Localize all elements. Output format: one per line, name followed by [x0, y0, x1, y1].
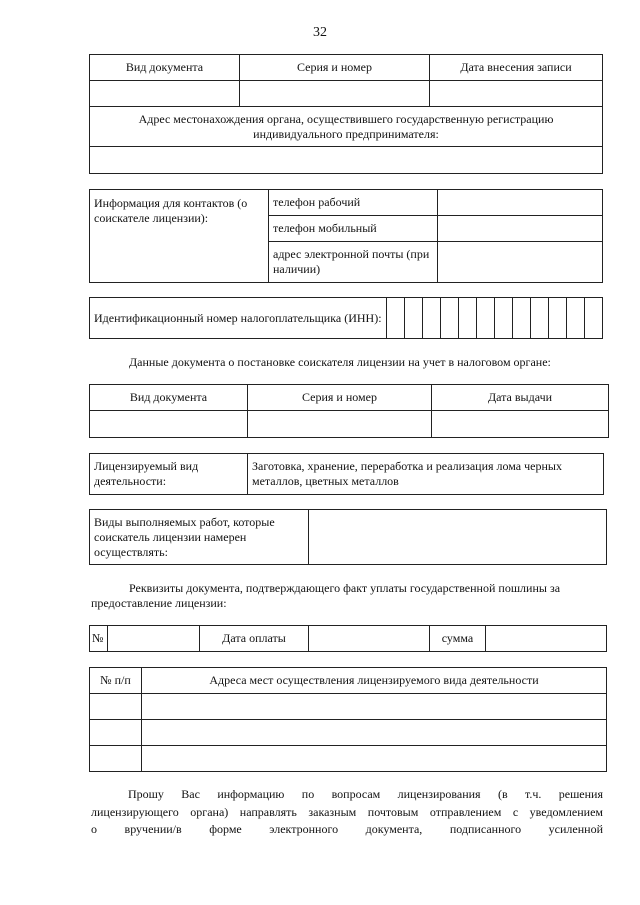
addresses-col-address: Адреса мест осуществления лицензируемого вида деятельности	[142, 668, 607, 694]
works-table	[89, 509, 607, 565]
request-line-2: лицензирующего органа) направлять заказным почтовым отправлением с уведомлением	[91, 805, 603, 819]
inn-digit-cell[interactable]	[459, 298, 477, 339]
licensed-activity-table	[89, 453, 604, 495]
inn-digit-cell[interactable]	[567, 298, 585, 339]
tax-col-header-doc-type: Вид документа	[90, 385, 248, 411]
payment-sum-label: сумма	[430, 626, 486, 652]
inn-digit-cell[interactable]	[405, 298, 423, 339]
email-label: адрес электронной почты (при наличии)	[269, 242, 438, 283]
payment-intro: Реквизиты документа, подтверждающего факт уплаты государственной пошлины за предоставление лицензии:	[91, 581, 561, 610]
doc-type-field[interactable]	[90, 81, 240, 107]
address-row-number-field[interactable]	[90, 720, 142, 746]
address-row-number-field[interactable]	[90, 694, 142, 720]
col-header-doc-type: Вид документа	[90, 55, 240, 81]
inn-digit-cell[interactable]	[513, 298, 531, 339]
request-line-1: Прошу Вас информацию по вопросам лицензирования (в т.ч. решения	[128, 787, 603, 801]
tax-doc-type-field[interactable]	[90, 411, 248, 438]
tax-col-header-issue-date: Дата выдачи	[432, 385, 609, 411]
inn-digit-cell[interactable]	[441, 298, 459, 339]
col-header-entry-date: Дата внесения записи	[430, 55, 603, 81]
tax-registration-intro: Данные документа о постановке соискателя лицензии на учет в налоговом органе:	[129, 355, 551, 369]
mobile-phone-label: телефон мобильный	[269, 216, 438, 242]
contacts-table	[89, 189, 603, 283]
inn-digit-cell[interactable]	[585, 298, 603, 339]
address-row-number-field[interactable]	[90, 746, 142, 772]
tax-issue-date-field[interactable]	[432, 411, 609, 438]
contacts-label: Информация для контактов (о соискателе лицензии):	[90, 190, 269, 283]
tax-series-number-field[interactable]	[248, 411, 432, 438]
inn-digit-cell[interactable]	[423, 298, 441, 339]
payment-date-label: Дата оплаты	[200, 626, 309, 652]
payment-sum-field[interactable]	[486, 626, 607, 652]
tax-document-table	[89, 384, 609, 438]
inn-digit-cell[interactable]	[531, 298, 549, 339]
inn-digit-cell[interactable]	[495, 298, 513, 339]
address-row-field[interactable]	[142, 694, 607, 720]
inn-digit-cell[interactable]	[477, 298, 495, 339]
activity-addresses-table	[89, 667, 607, 772]
inn-digit-cell[interactable]	[549, 298, 567, 339]
address-row-field[interactable]	[142, 720, 607, 746]
series-number-field[interactable]	[240, 81, 430, 107]
address-row-field[interactable]	[142, 746, 607, 772]
works-field[interactable]	[309, 510, 607, 565]
work-phone-label: телефон рабочий	[269, 190, 438, 216]
payment-date-field[interactable]	[309, 626, 430, 652]
page-number: 32	[313, 25, 327, 40]
tax-col-header-series-number: Серия и номер	[248, 385, 432, 411]
registration-address-field[interactable]	[90, 147, 603, 174]
inn-label: Идентификационный номер налогоплательщика (ИНН):	[90, 298, 387, 339]
works-label: Виды выполняемых работ, которые соискатель лицензии намерен осуществлять:	[90, 510, 309, 565]
inn-table	[89, 297, 603, 339]
addresses-col-number: № п/п	[90, 668, 142, 694]
mobile-phone-field[interactable]	[438, 216, 603, 242]
payment-table	[89, 625, 607, 652]
work-phone-field[interactable]	[438, 190, 603, 216]
request-line-3: о вручении/в форме электронного документа, подписанного усиленной	[91, 822, 603, 836]
inn-digit-cell[interactable]	[387, 298, 405, 339]
registration-document-table	[89, 54, 603, 174]
entry-date-field[interactable]	[430, 81, 603, 107]
licensed-activity-label: Лицензируемый вид деятельности:	[90, 454, 248, 495]
registration-address-label: Адрес местонахождения органа, осуществившего государственную регистрацию индивидуального предпринимателя:	[90, 107, 603, 147]
payment-number-label: №	[90, 626, 108, 652]
col-header-series-number: Серия и номер	[240, 55, 430, 81]
payment-number-field[interactable]	[108, 626, 200, 652]
email-field[interactable]	[438, 242, 603, 283]
licensed-activity-value: Заготовка, хранение, переработка и реализация лома черных металлов, цветных металлов	[248, 454, 604, 495]
